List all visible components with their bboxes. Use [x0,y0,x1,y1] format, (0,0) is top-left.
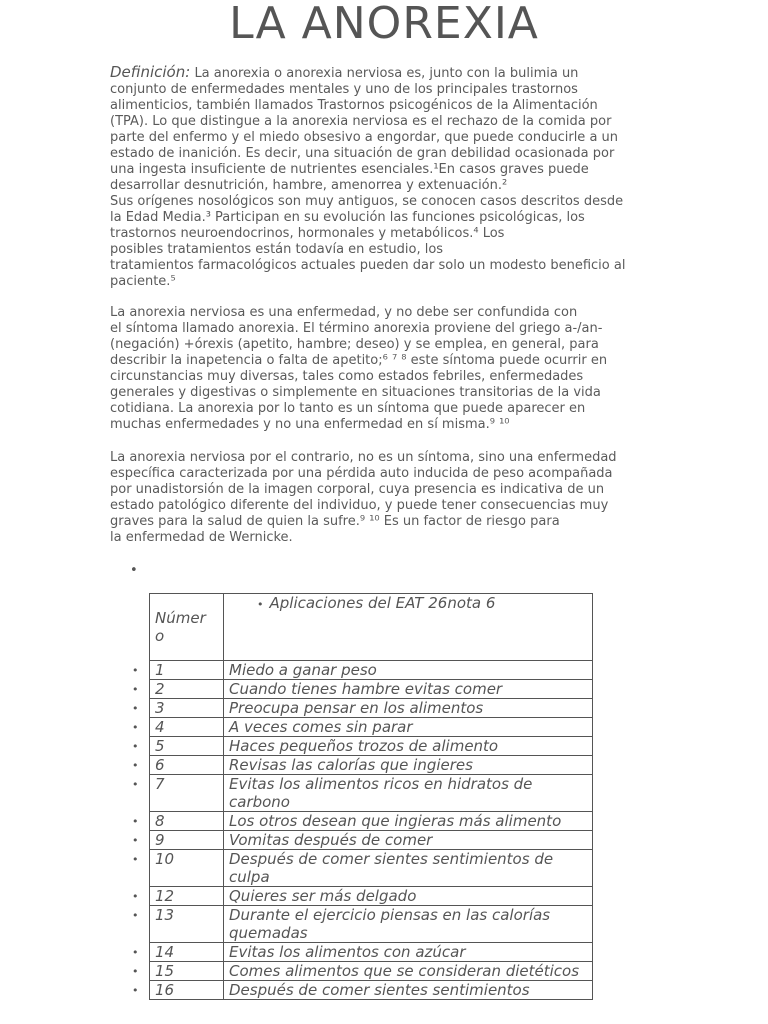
row-number: 10 [150,850,224,887]
document-title: LA ANOREXIA [229,0,539,49]
definition-line: Sus orígenes nosológicos son muy antiguos, se conocen casos descritos desde [110,194,624,209]
row-number: 4 [150,718,224,737]
row-bullet: • [132,945,139,959]
row-bullet: • [132,758,139,772]
row-text: Durante el ejercicio piensas en las calorías quemadas [224,906,593,943]
row-number: 13 [150,906,224,943]
row-number: 12 [150,887,224,906]
paragraph-line: graves para la salud de quien la sufre.⁹ ¹⁰ Es un factor de riesgo para [110,514,560,529]
row-number: 15 [150,962,224,981]
definition-line: una ingesta insuficiente de nutrientes esenciales.¹En casos graves puede [110,162,589,177]
definition-line: la Edad Media.³ Participan en su evolución las funciones psicológicas, los [110,210,585,225]
table-row [150,737,593,756]
row-number: 8 [150,812,224,831]
paragraph-line: circunstancias muy diversas, tales como estados febriles, enfermedades [110,369,584,384]
paragraph-line: La anorexia nerviosa es una enfermedad, y no debe ser confundida con [110,305,578,320]
table-row [150,962,593,981]
row-text: Revisas las calorías que ingieres [224,756,593,775]
table-row [150,756,593,775]
row-number: 9 [150,831,224,850]
row-text: Cuando tienes hambre evitas comer [224,680,593,699]
row-number: 16 [150,981,224,1000]
definition-line: paciente.⁵ [110,274,176,289]
paragraph-line: generales y digestivas o simplemente en situaciones transitorias de la vida [110,385,601,400]
row-text: Preocupa pensar en los alimentos [224,699,593,718]
definition-line: parte del enfermo y el miedo obsesivo a engordar, que puede conducirle a un [110,130,619,145]
definition-line: desarrollar desnutrición, hambre, amenorrea y extenuación.² [110,178,508,193]
paragraph-symptom [110,305,655,433]
row-text: Después de comer sientes sentimientos [224,981,593,1000]
definition-line: alimenticios, también llamados Trastornos psicogénicos de la Alimentación [110,98,598,113]
row-bullet: • [132,701,139,715]
paragraph-line: estado patológico diferente del individuo, y puede tener consecuencias muy [110,498,609,513]
row-bullet: • [132,852,139,866]
row-text: Comes alimentos que se consideran dietéticos [224,962,593,981]
definition-line: estado de inanición. Es decir, una situación de gran debilidad ocasionada por [110,146,615,161]
definition-line: La anorexia o anorexia nerviosa es, junto con la bulimia un [194,66,579,81]
row-text: Después de comer sientes sentimientos de culpa [224,850,593,887]
table-row [150,699,593,718]
row-number: 1 [150,661,224,680]
table-row [150,812,593,831]
number-header: Númer o [150,594,224,661]
table-row [150,661,593,680]
row-text: Haces pequeños trozos de alimento [224,737,593,756]
table-row [150,831,593,850]
table-row [150,850,593,887]
row-number: 5 [150,737,224,756]
row-bullet: • [132,682,139,696]
table-row [150,943,593,962]
row-number: 7 [150,775,224,812]
definition-line: posibles tratamientos están todavía en estudio, los [110,242,444,257]
definition-line: trastornos neuroendocrinos, hormonales y metabólicos.⁴ Los [110,226,505,241]
loose-bullet: • [130,563,138,578]
paragraph-line: el síntoma llamado anorexia. El término anorexia proviene del griego a-/an- [110,321,603,336]
definition-line: tratamientos farmacológicos actuales pueden dar solo un modesto beneficio al [110,258,626,273]
row-number: 14 [150,943,224,962]
definition-paragraph [110,64,655,290]
paragraph-line: cotidiana. La anorexia por lo tanto es un síntoma que puede aparecer en [110,401,586,416]
table-row [150,887,593,906]
paragraph-line: específica caracterizada por una pérdida auto inducida de peso acompañada [110,466,613,481]
eat-table [149,593,593,1000]
row-bullet: • [132,964,139,978]
definition-line: conjunto de enfermedades mentales y uno de los principales trastornos [110,82,578,97]
row-bullet: • [132,983,139,997]
row-bullet: • [132,777,139,791]
table-row [150,680,593,699]
table-row [150,906,593,943]
row-bullet: • [132,739,139,753]
row-text: Evitas los alimentos con azúcar [224,943,593,962]
row-text: Quieres ser más delgado [224,887,593,906]
table-header-row [150,594,593,661]
row-number: 3 [150,699,224,718]
row-number: 6 [150,756,224,775]
definition-line: (TPA). Lo que distingue a la anorexia nerviosa es el rechazo de la comida por [110,114,612,129]
header-bullet: • [257,598,264,611]
items-header-label: Aplicaciones del EAT 26nota 6 [269,594,496,612]
row-text: Evitas los alimentos ricos en hidratos de carbono [224,775,593,812]
paragraph-disease [110,450,655,546]
paragraph-line: La anorexia nerviosa por el contrario, no es un síntoma, sino una enfermedad [110,450,617,465]
table-row [150,981,593,1000]
row-text: A veces comes sin parar [224,718,593,737]
paragraph-line: describir la inapetencia o falta de apetito;⁶ ⁷ ⁸ este síntoma puede ocurrir en [110,353,608,368]
row-bullet: • [132,720,139,734]
items-header [224,594,593,661]
row-bullet: • [132,889,139,903]
paragraph-line: por unadistorsión de la imagen corporal, cuya presencia es indicativa de un [110,482,605,497]
paragraph-line: muchas enfermedades y no una enfermedad en sí misma.⁹ ¹⁰ [110,417,510,432]
row-text: Los otros desean que ingieras más alimento [224,812,593,831]
paragraph-line: la enfermedad de Wernicke. [110,530,293,545]
row-text: Vomitas después de comer [224,831,593,850]
row-bullet: • [132,833,139,847]
row-text: Miedo a ganar peso [224,661,593,680]
paragraph-line: (negación) +órexis (apetito, hambre; deseo) y se emplea, en general, para [110,337,599,352]
row-number: 2 [150,680,224,699]
table-row [150,775,593,812]
definition-label: Definición: [110,63,191,81]
table-row [150,718,593,737]
row-bullet: • [132,663,139,677]
row-bullet: • [132,908,139,922]
row-bullet: • [132,814,139,828]
